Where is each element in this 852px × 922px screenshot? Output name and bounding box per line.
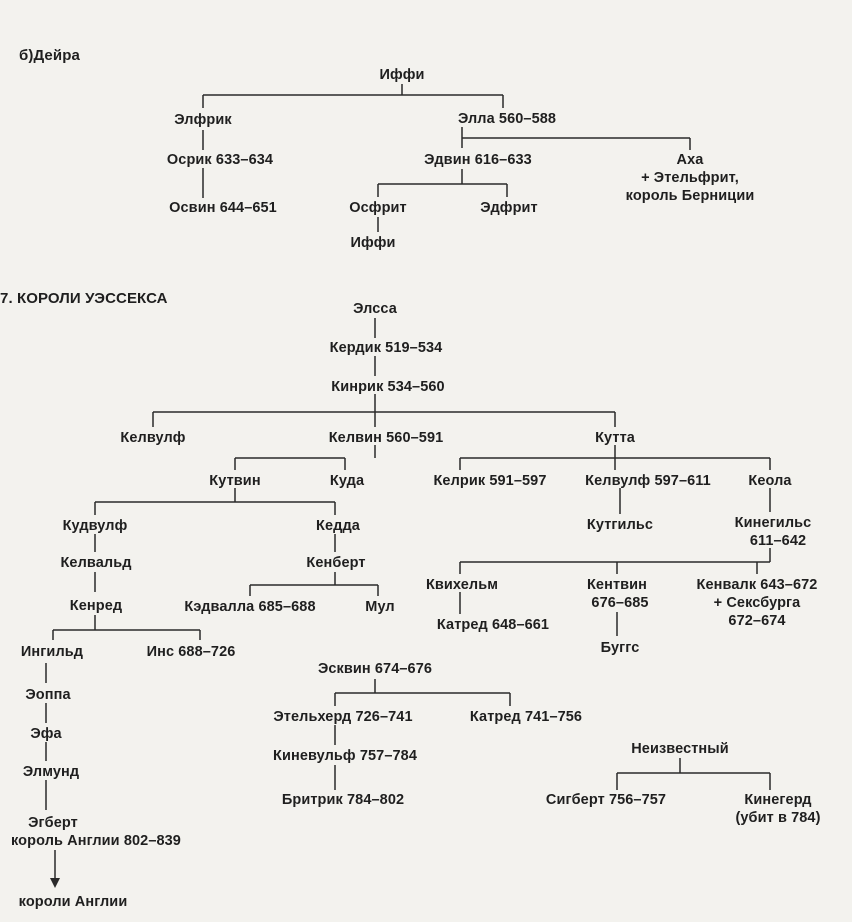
person-aha-spouse: + Этельфрит,	[641, 170, 739, 186]
person-kutta: Кутта	[595, 430, 635, 446]
person-kinegils-years: 611–642	[749, 533, 807, 549]
person-kedvalla: Кэдвалла 685–688	[184, 599, 316, 615]
person-ins: Инс 688–726	[146, 644, 236, 660]
person-osvin: Освин 644–651	[169, 200, 277, 216]
person-kelvald: Келвальд	[60, 555, 132, 571]
person-kinrik: Кинрик 534–560	[331, 379, 445, 395]
person-kvihelm: Квихельм	[425, 577, 499, 593]
person-elssa: Элсса	[353, 301, 397, 317]
person-ella: Элла 560–588	[457, 111, 557, 127]
person-sigbert: Сигберт 756–757	[545, 792, 667, 808]
person-osfrit: Осфрит	[349, 200, 407, 216]
person-kutgils: Кутгильс	[586, 517, 654, 533]
person-katred-1: Катред 648–661	[436, 617, 550, 633]
person-buggs: Буггс	[600, 640, 640, 656]
person-mul: Мул	[365, 599, 395, 615]
person-kinegerd-note: (убит в 784)	[735, 810, 821, 826]
person-osrik: Осрик 633–634	[166, 152, 274, 168]
person-kuda: Куда	[329, 473, 365, 489]
person-eoppa: Эоппа	[25, 687, 71, 703]
person-ingild: Ингильд	[20, 644, 84, 660]
person-efa: Эфа	[30, 726, 62, 742]
person-unknown: Неизвестный	[631, 741, 729, 757]
person-kelvulf-2: Келвулф 597–611	[585, 473, 711, 489]
person-kelvulf: Келвулф	[120, 430, 186, 446]
person-kenvalk-spouse: + Сексбурга	[713, 595, 801, 611]
person-kenvalk-spouse-years: 672–674	[728, 613, 786, 629]
person-kenbert: Кенберт	[306, 555, 366, 571]
person-elmund: Элмунд	[22, 764, 80, 780]
person-edvin: Эдвин 616–633	[424, 152, 532, 168]
deira-section-heading: б)Дейра	[19, 47, 80, 64]
person-kedda: Кедда	[316, 518, 360, 534]
person-edfrit: Эдфрит	[480, 200, 538, 216]
person-kudvulf: Кудвулф	[62, 518, 128, 534]
person-kelvin: Келвин 560–591	[328, 430, 444, 446]
person-kentvin: Кентвин	[586, 577, 648, 593]
person-kinegerd: Кинегерд	[744, 792, 812, 808]
person-britrik: Бритрик 784–802	[281, 792, 405, 808]
kings-of-england-label: короли Англии	[18, 894, 128, 910]
person-kutvin: Кутвин	[209, 473, 261, 489]
person-katred-2: Катред 741–756	[469, 709, 583, 725]
person-eskvin: Эсквин 674–676	[317, 661, 433, 677]
person-kenred: Кенред	[69, 598, 123, 614]
person-elfrik: Элфрик	[174, 112, 232, 128]
person-aha: Аха	[676, 152, 704, 168]
wessex-section-heading: 7. КОРОЛИ УЭССЕКСА	[0, 290, 168, 307]
person-kelrik: Келрик 591–597	[433, 473, 547, 489]
person-keola: Кеола	[748, 473, 792, 489]
person-aha-spouse-title: король Берниции	[625, 188, 755, 204]
person-kerdik: Кердик 519–534	[329, 340, 443, 356]
person-kentvin-years: 676–685	[591, 595, 649, 611]
person-egbert-title: король Англии 802–839	[11, 833, 181, 849]
person-etelherd: Этельхерд 726–741	[273, 709, 413, 725]
person-egbert: Эгберт	[28, 815, 78, 831]
person-kinegils: Кинегильс	[734, 515, 812, 531]
arrow-head-icon	[50, 878, 60, 888]
person-iffi-root: Иффи	[379, 67, 425, 83]
person-iffi-child: Иффи	[350, 235, 396, 251]
person-kenvalk: Кенвалк 643–672	[696, 577, 818, 593]
person-kinevulf: Киневульф 757–784	[272, 748, 418, 764]
